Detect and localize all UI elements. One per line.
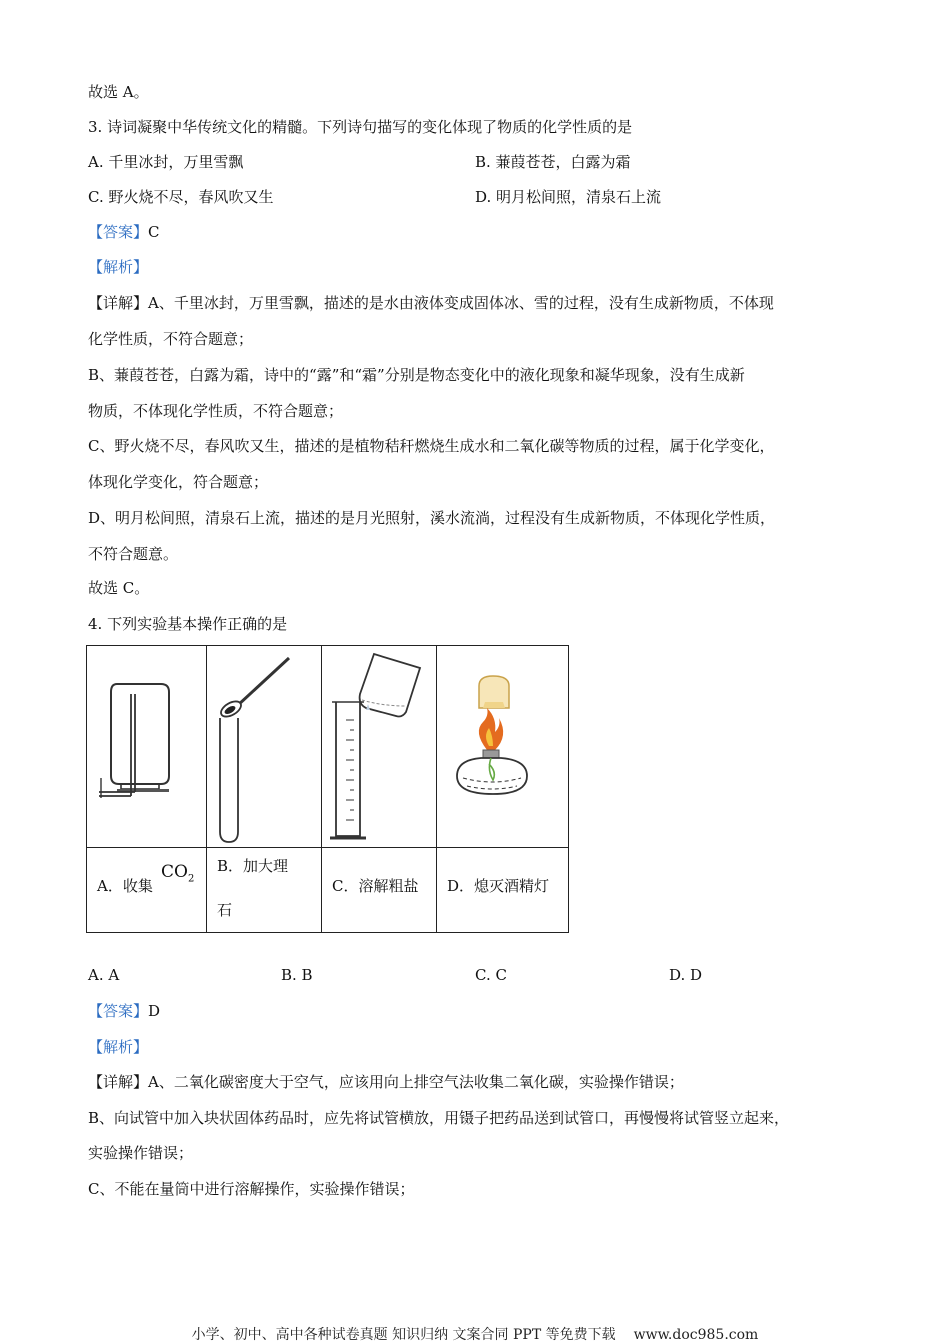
caption-c-text: C．溶解粗盐: [332, 877, 419, 895]
q4-detail-line: 实验操作错误；: [88, 1144, 194, 1162]
q3-option-c: C. 野火烧不尽，春风吹又生: [88, 188, 274, 206]
figure-c-cell: [322, 646, 437, 848]
q4-option-b: B. B: [281, 966, 313, 984]
caption-d-text: D．熄灭酒精灯: [447, 877, 550, 895]
q4-stem: 4. 下列实验基本操作正确的是: [88, 615, 288, 633]
previous-conclusion: 故选 A。: [88, 83, 149, 101]
q4-detail-line: [88, 1072, 684, 1092]
q3-detail-line: 物质，不体现化学性质，不符合题意；: [88, 402, 344, 420]
caption-b: [207, 848, 322, 933]
q3-detail-line: C、野火烧不尽，春风吹又生，描述的是植物秸秆燃烧生成水和二氧化碳等物质的过程，属于化学变化，: [88, 437, 775, 455]
answer-tag: 【答案】: [88, 1002, 149, 1020]
q3-answer: [88, 222, 160, 242]
q3-detail-line: 不符合题意。: [88, 545, 179, 563]
q4-options: [88, 966, 888, 986]
page-footer: [0, 1324, 950, 1344]
answer-value: C: [148, 223, 160, 241]
detail-text: A、千里冰封，万里雪飘，描述的是水由液体变成固体冰、雪的过程，没有生成新物质，不体现: [148, 294, 774, 312]
q3-detail-line: 体现化学变化，符合题意；: [88, 473, 269, 491]
q4-option-d: D. D: [669, 966, 703, 984]
caption-c: [322, 848, 437, 933]
co2-subscript: 2: [187, 873, 195, 885]
detail-tag: 【详解】: [88, 294, 149, 312]
q3-detail-line: D、明月松间照，清泉石上流，描述的是月光照射，溪水流淌，过程没有生成新物质，不体现化学性质，: [88, 509, 776, 527]
figure-a-cell: [87, 646, 207, 848]
q3-analysis-tag: 【解析】: [88, 258, 149, 276]
caption-d: [437, 848, 569, 933]
q3-option-a: A. 千里冰封，万里雪飘: [88, 153, 244, 171]
footer-site-link[interactable]: www.doc985.com: [633, 1327, 759, 1343]
caption-b-line2: 石: [217, 901, 233, 919]
q3-detail-line: B、蒹葭苍苍，白露为霜，诗中的“露”和“霜”分别是物态变化中的液化现象和凝华现象，没有生成新: [88, 366, 745, 384]
caption-a-text: A．收集: [97, 877, 153, 895]
spoon-test-tube-icon: [207, 646, 321, 843]
figure-b-cell: [207, 646, 322, 848]
answer-tag: 【答案】: [88, 223, 149, 241]
q4-detail-line: C、不能在量筒中进行溶解操作，实验操作错误；: [88, 1180, 415, 1198]
caption-a: [87, 848, 207, 933]
q3-detail-line: [88, 293, 774, 313]
q3-detail-line: 化学性质，不符合题意；: [88, 330, 254, 348]
q3-option-b: B. 蒹葭苍苍，白露为霜: [475, 153, 631, 171]
co2-formula: [161, 862, 194, 889]
detail-tag: 【详解】: [88, 1073, 149, 1091]
gas-collection-bottle-icon: [87, 646, 206, 843]
answer-value: D: [148, 1002, 161, 1020]
figure-d-cell: [437, 646, 569, 848]
q4-option-c: C. C: [475, 966, 507, 984]
graduated-cylinder-beaker-icon: [322, 646, 436, 843]
detail-text: A、二氧化碳密度大于空气，应该用向上排空气法收集二氧化碳，实验操作错误；: [148, 1073, 684, 1091]
q4-answer: [88, 1001, 160, 1021]
footer-text: 小学、初中、高中各种试卷真题 知识归纳 文案合同 PPT 等免费下载: [191, 1327, 616, 1343]
co2-text: CO: [161, 862, 188, 882]
q4-option-a: A. A: [88, 966, 120, 984]
q4-analysis-tag: 【解析】: [88, 1038, 149, 1056]
alcohol-lamp-cap-icon: [437, 646, 568, 843]
q3-stem: 3. 诗词凝聚中华传统文化的精髓。下列诗句描写的变化体现了物质的化学性质的是: [88, 118, 633, 136]
experiment-table: [86, 645, 569, 933]
q3-option-d: D. 明月松间照，清泉石上流: [475, 188, 662, 206]
q4-detail-line: B、向试管中加入块状固体药品时，应先将试管横放，用镊子把药品送到试管口，再慢慢将试管竖立起来，: [88, 1109, 790, 1127]
q3-conclusion: 故选 C。: [88, 579, 150, 597]
caption-b-line1: B．加大理: [217, 857, 289, 875]
